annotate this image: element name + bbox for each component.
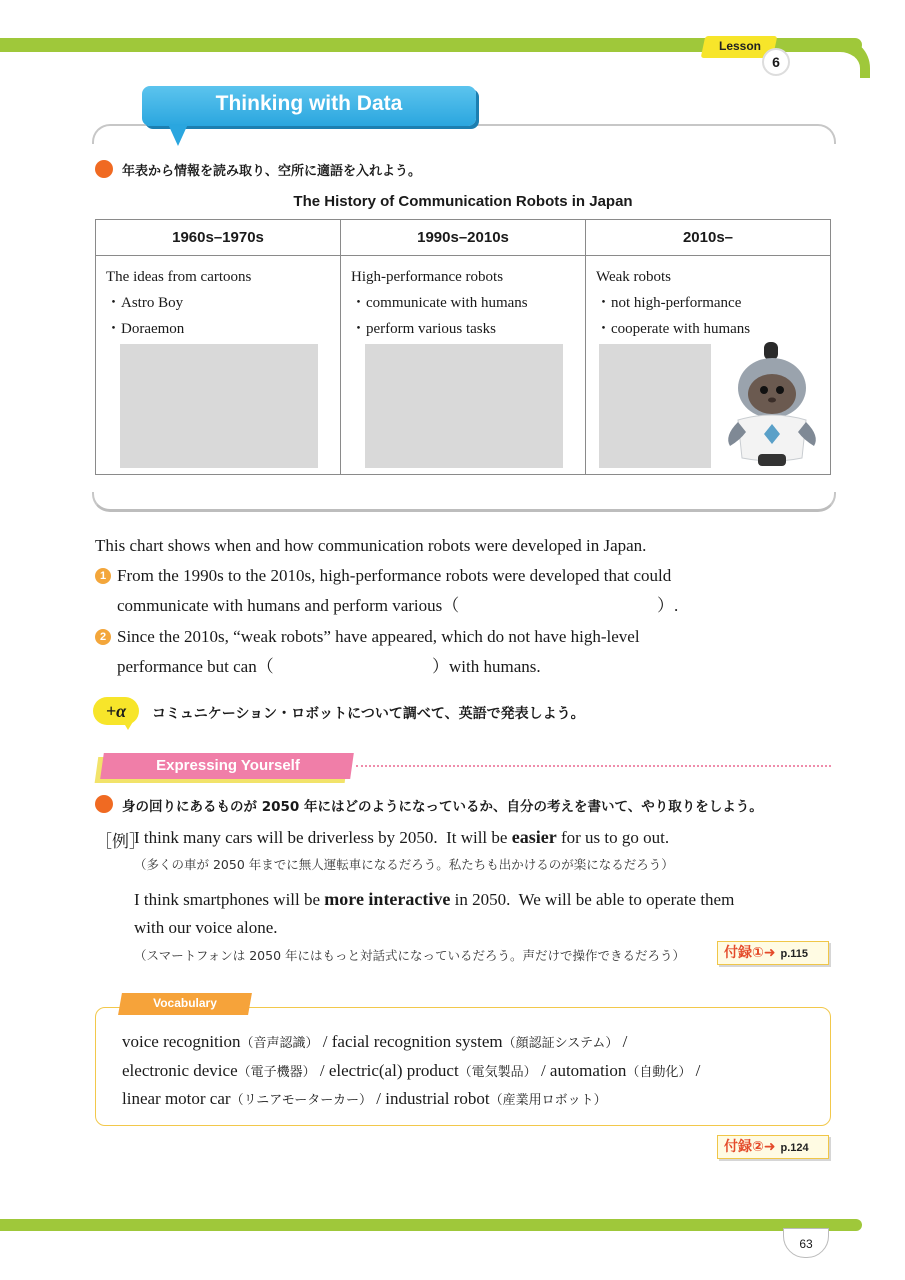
example-text: for us to go out.	[556, 828, 670, 847]
vocab-translation: （リニアモーターカー）	[230, 1092, 373, 1107]
appendix-label: 付録②	[724, 1139, 764, 1155]
vocabulary-line	[122, 1061, 700, 1081]
banner-tail	[168, 124, 188, 146]
vocab-translation: （音声認識）	[240, 1035, 319, 1050]
vocab-term: /	[618, 1032, 628, 1051]
vocab-term: /	[691, 1061, 701, 1080]
instruction-text: 身の回りにあるものが 2050 年にはどのようになっているか、自分の考えを書いて、やり取りをしよう。	[122, 799, 763, 815]
timeline-column	[341, 220, 586, 474]
paragraph-item: From the 1990s to the 2010s, high-performance robots were developed that could	[117, 566, 672, 585]
example-2-line2: with our voice alone.	[134, 918, 278, 937]
column-line: ・Astro Boy	[106, 295, 184, 311]
arrow-right-icon: ➜	[763, 945, 776, 961]
example-keyword: easier	[511, 827, 557, 847]
vocab-term: / industrial robot	[372, 1089, 490, 1108]
bullet-dot-icon	[95, 795, 113, 813]
vocab-translation: （顔認証システム）	[502, 1035, 619, 1050]
example-text: I think many cars will be driverless by 2050. It will be	[134, 828, 512, 847]
plus-alpha-tail	[122, 720, 134, 730]
vocabulary-title: Vocabulary	[153, 996, 217, 1010]
vocab-term: voice recognition	[122, 1032, 241, 1051]
timeline-column	[96, 220, 341, 474]
column-line: The ideas from cartoons	[106, 269, 252, 285]
bottom-green-band	[0, 1219, 862, 1231]
instruction-text: 年表から情報を読み取り、空所に適語を入れよう。	[122, 164, 422, 179]
photo-placeholder	[365, 344, 563, 468]
example-2-translation: （スマートフォンは 2050 年にはもっと対話式になっているだろう。声だけで操作できるだろう）	[134, 948, 686, 963]
appendix-page: p.115	[780, 948, 808, 960]
column-body	[351, 264, 528, 342]
vocab-term: electronic device	[122, 1061, 238, 1080]
column-body	[596, 264, 750, 342]
column-header: 1990s–2010s	[341, 220, 585, 256]
column-line: ・perform various tasks	[351, 321, 496, 337]
column-line: High-performance robots	[351, 269, 504, 285]
bullet-dot-icon	[95, 160, 113, 178]
blank-input-2[interactable]	[300, 656, 435, 680]
vocab-term: / facial recognition system	[318, 1032, 503, 1051]
dotted-divider	[356, 765, 831, 767]
paragraph-intro: This chart shows when and how communication robots were developed in Japan.	[95, 536, 647, 555]
photo-placeholder	[120, 344, 318, 468]
example-text: I think smartphones will be	[134, 890, 325, 909]
section-title: Thinking with Data	[215, 92, 403, 115]
example-keyword: more interactive	[324, 889, 451, 909]
expressing-title: Expressing Yourself	[156, 757, 300, 774]
example-1-translation: （多くの車が 2050 年までに無人運転車になるだろう。私たちも出かけるのが楽になるだろう）	[134, 857, 674, 872]
example-2	[134, 889, 734, 910]
arrow-right-icon: ➜	[763, 1139, 776, 1155]
vocab-term: linear motor car	[122, 1089, 231, 1108]
blank-input-1[interactable]	[523, 595, 658, 619]
vocab-term: (al)	[378, 1061, 403, 1080]
photo-placeholder	[599, 344, 711, 468]
vocab-term: / electric	[315, 1061, 379, 1080]
column-line: Weak robots	[596, 269, 672, 285]
panel-frame-top	[92, 124, 836, 144]
column-line: ・not high-performance	[596, 295, 742, 311]
example-label: ［例］	[95, 832, 146, 851]
robot-illustration	[720, 340, 826, 470]
example-text: in 2050. We will be able to operate them	[450, 890, 735, 909]
vocab-translation: （自動化）	[626, 1064, 692, 1079]
paragraph-item: Since the 2010s, “weak robots” have appeared, which do not have high-level	[117, 627, 640, 646]
panel-frame-bottom	[92, 492, 836, 512]
number-badge: 2	[95, 629, 111, 645]
vocabulary-line	[122, 1032, 627, 1052]
page-number: 63	[783, 1228, 829, 1258]
paragraph-item-line2: performance but can（	[117, 657, 274, 676]
vocab-term: / automation	[536, 1061, 627, 1080]
paragraph-item-line2-end: ）.	[657, 596, 679, 615]
vocab-translation: （産業用ロボット）	[489, 1092, 607, 1107]
plus-alpha-badge: +α	[93, 697, 139, 725]
column-line: ・Doraemon	[106, 321, 185, 337]
column-line: ・cooperate with humans	[596, 321, 751, 337]
column-header: 1960s–1970s	[96, 220, 340, 256]
plus-alpha-text: コミュニケーション・ロボットについて調べて、英語で発表しよう。	[152, 706, 585, 722]
column-body	[106, 264, 251, 342]
paragraph-item-line2: communicate with humans and perform various（	[117, 596, 460, 615]
vocabulary-line	[122, 1089, 607, 1109]
lesson-number: 6	[762, 48, 790, 76]
table-title: The History of Communication Robots in Japan	[293, 193, 633, 210]
paragraph-item-line2-end: ）with humans.	[432, 657, 541, 676]
appendix-label: 付録①	[724, 945, 764, 961]
lesson-label: Lesson	[718, 39, 761, 53]
top-band-curve	[830, 38, 870, 78]
column-line: ・communicate with humans	[351, 295, 528, 311]
appendix-link-1[interactable]	[717, 941, 829, 965]
vocab-translation: （電子機器）	[237, 1064, 316, 1079]
example-1	[134, 827, 669, 848]
column-header: 2010s–	[586, 220, 830, 256]
vocab-translation: （電気製品）	[458, 1064, 537, 1079]
appendix-page: p.124	[780, 1142, 809, 1154]
appendix-link-2[interactable]	[717, 1135, 829, 1159]
vocab-term: product	[402, 1061, 459, 1080]
number-badge: 1	[95, 568, 111, 584]
